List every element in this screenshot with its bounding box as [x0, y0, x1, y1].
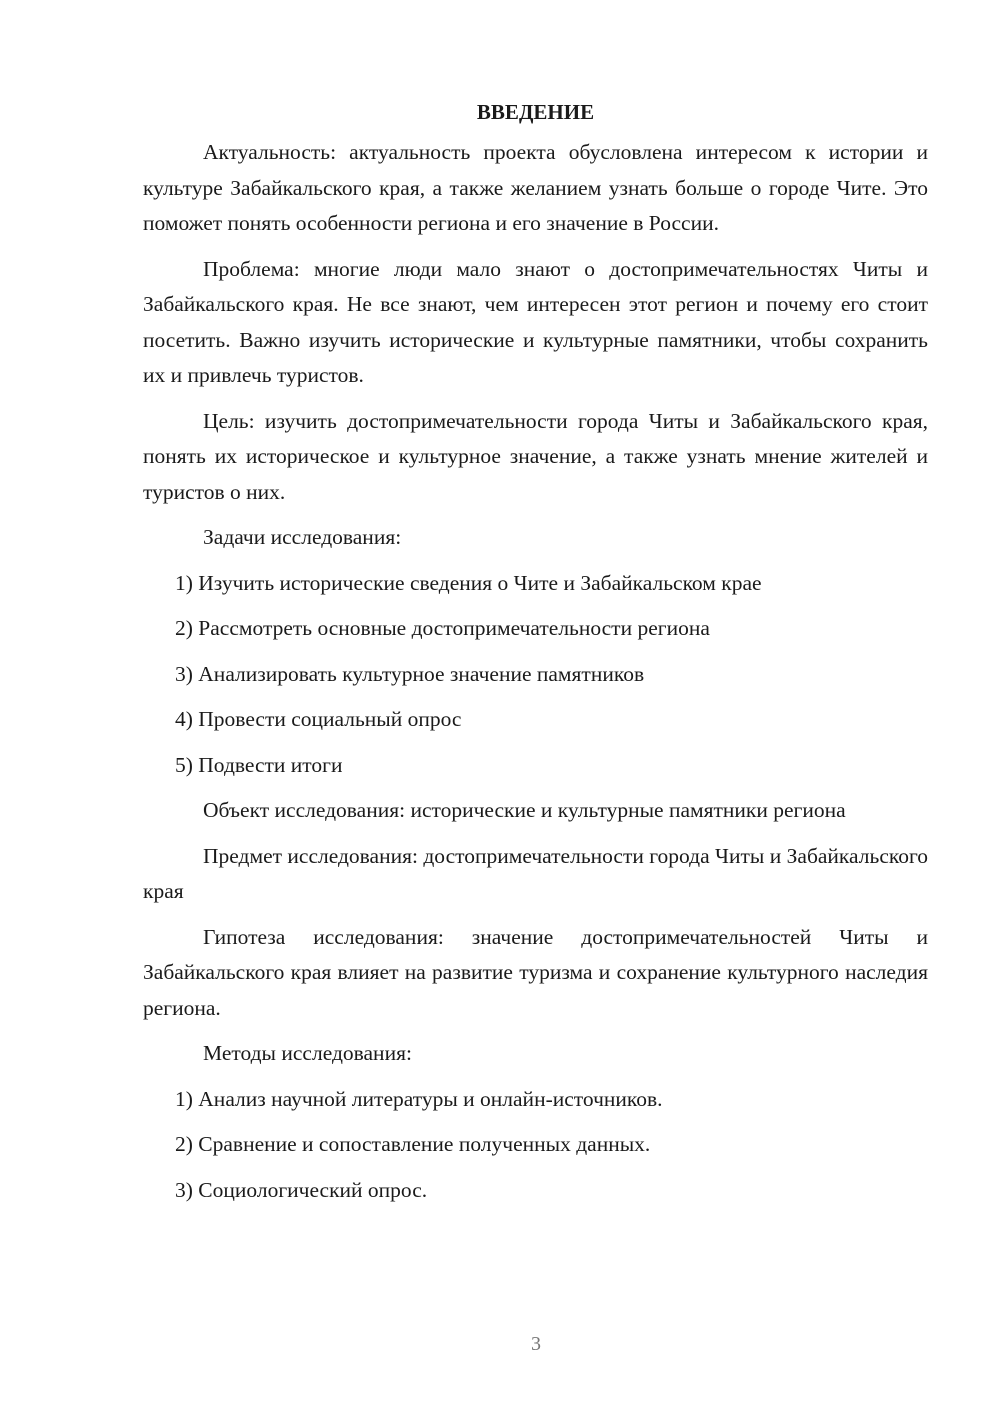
section-title: ВВЕДЕНИЕ [476, 100, 595, 124]
document-page [143, 95, 928, 1218]
tasks-heading: Задачи исследования: [203, 525, 402, 549]
list-item: 1) Анализ научной литературы и онлайн-источников. [175, 1086, 663, 1111]
list-item: 5) Подвести итоги [175, 752, 343, 777]
object-paragraph: Объект исследования: исторические и культурные памятники региона [203, 798, 846, 822]
list-item: 4) Провести социальный опрос [175, 707, 462, 731]
hypothesis-paragraph: Гипотеза исследования: значение достопримечательностей Читы и Забайкальского края влияет на развитие туризма и сохранение культурного наследия региона. [143, 924, 928, 1020]
list-item: 1) Изучить исторические сведения о Чите и Забайкальском крае [175, 570, 762, 595]
problem-paragraph: Проблема: многие люди мало знают о достопримечательностях Читы и Забайкальского края. Не все знают, чем интересен этот регион и почему его стоит посетить. Важно изучить исторические и культурные памятники, чтобы сохранить их и привлечь туристов. [143, 256, 928, 387]
goal-paragraph: Цель: изучить достопримечательности города Читы и Забайкальского края, понять их историческое и культурное значение, а также узнать мнение жителей и туристов о них. [143, 408, 928, 504]
relevance-paragraph: Актуальность: актуальность проекта обусловлена интересом к истории и культуре Забайкальского края, а также желанием узнать больше о городе Чите. Это поможет понять особенности региона и его значение в России. [143, 140, 928, 235]
methods-list [143, 1082, 928, 1209]
methods-heading: Методы исследования: [203, 1041, 412, 1065]
tasks-list [143, 566, 928, 784]
list-item: 2) Сравнение и сопоставление полученных данных. [175, 1132, 651, 1156]
list-item: 2) Рассмотреть основные достопримечательности региона [175, 616, 710, 640]
list-item: 3) Социологический опрос. [175, 1177, 428, 1202]
list-item: 3) Анализировать культурное значение памятников [175, 661, 645, 686]
subject-paragraph: Предмет исследования: достопримечательности города Читы и Забайкальского края [143, 843, 928, 903]
page-number: 3 [531, 1333, 541, 1355]
